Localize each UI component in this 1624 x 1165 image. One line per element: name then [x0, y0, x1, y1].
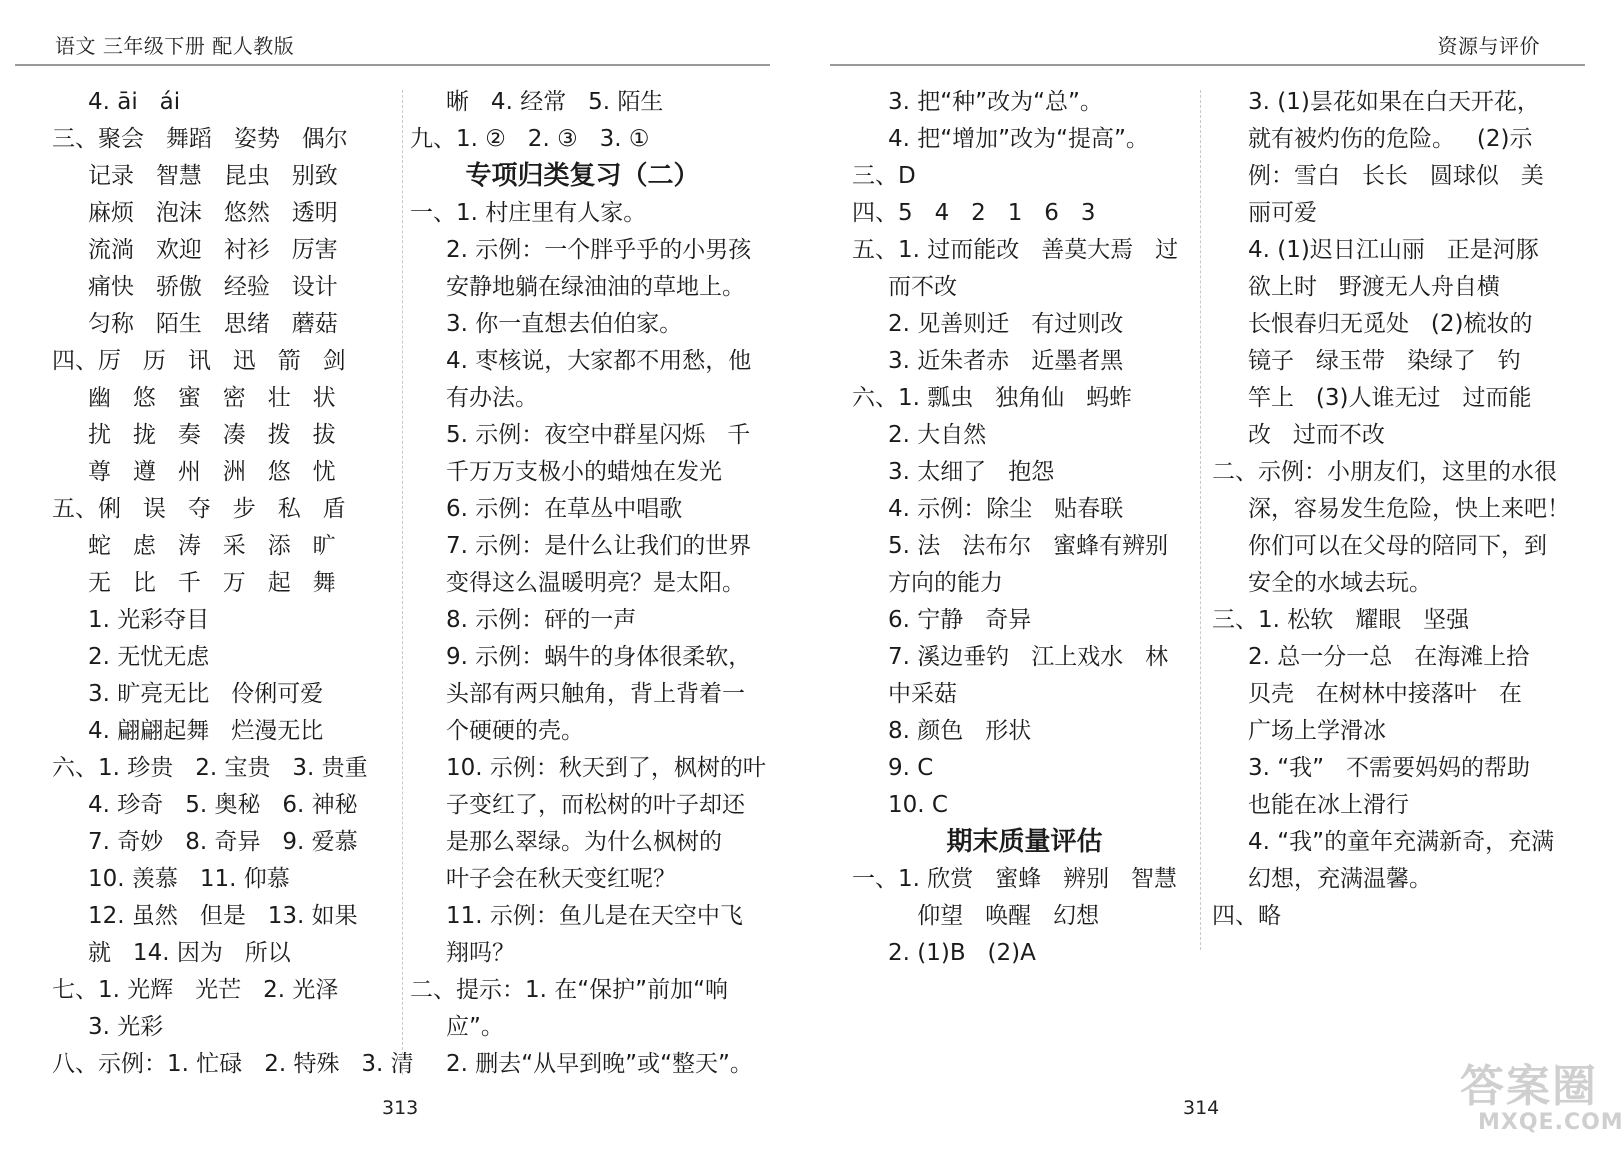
watermark-url: MXQE.COM: [1478, 1110, 1624, 1135]
answer-line: 3. 把“种”改为“总”。: [888, 89, 1103, 115]
answer-line: 9. C: [888, 755, 934, 781]
answer-line: 6. 示例：在草丛中唱歌: [446, 496, 683, 522]
column-divider-right: [1200, 90, 1201, 950]
answer-line: 镜子 绿玉带 染绿了 钓: [1248, 348, 1521, 374]
answer-column-2: [410, 84, 766, 1083]
answer-line: 蛇 虑 涛 采 添 旷: [88, 533, 336, 559]
answer-line: 七、1. 光辉 光芒 2. 光泽: [52, 977, 339, 1003]
answer-line: 是那么翠绿。为什么枫树的: [446, 829, 722, 855]
answer-line: 子变红了，而松树的叶子却还: [446, 792, 745, 818]
answer-line: 八、示例：1. 忙碌 2. 特殊 3. 清: [52, 1051, 414, 1077]
answer-line: 3. “我” 不需要妈妈的帮助: [1248, 755, 1531, 781]
answer-line: 广场上学滑冰: [1248, 718, 1386, 744]
answer-line: 流淌 欢迎 衬衫 厉害: [88, 237, 338, 263]
answer-line: 10. C: [888, 792, 948, 818]
answer-line: 无 比 千 万 起 舞: [88, 570, 336, 596]
answer-line: 变得这么温暖明亮？是太阳。: [446, 570, 745, 596]
answer-line: 改 过而不改: [1248, 422, 1385, 448]
section-heading: 期末质量评估: [946, 827, 1103, 857]
answer-line: 2. 示例：一个胖乎乎的小男孩: [446, 237, 752, 263]
answer-line: 有办法。: [446, 385, 538, 411]
answer-column-3: [852, 84, 1197, 972]
answer-line: 4. 示例：除尘 贴春联: [888, 496, 1124, 522]
answer-line: 3. 你一直想去伯伯家。: [446, 311, 683, 337]
answer-line: 7. 溪边垂钓 江上戏水 林: [888, 644, 1169, 670]
header-left-title: 语文 三年级下册 配人教版: [55, 34, 295, 58]
answer-line: 而不改: [888, 274, 957, 300]
answer-line: 记录 智慧 昆虫 别致: [88, 163, 338, 189]
answer-line: 尊 遵 州 洲 悠 忧: [88, 459, 336, 485]
answer-line: 5. 法 法布尔 蜜蜂有辨别: [888, 533, 1169, 559]
answer-line: 幽 悠 蜜 密 壮 状: [88, 385, 336, 411]
answer-line: 5. 示例：夜空中群星闪烁 千: [446, 422, 751, 448]
page-number-right: 314: [1183, 1097, 1220, 1119]
answer-line: 深，容易发生危险，快上来吧！: [1248, 496, 1570, 522]
answer-line: 4. 珍奇 5. 奥秘 6. 神秘: [88, 792, 358, 818]
answer-line: 安静地躺在绿油油的草地上。: [446, 274, 745, 300]
answer-line: 2. (1)B (2)A: [888, 940, 1036, 966]
answer-line: 6. 宁静 奇异: [888, 607, 1032, 633]
answer-line: 仰望 唤醒 幻想: [888, 903, 1100, 929]
answer-line: 麻烦 泡沫 悠然 透明: [88, 200, 338, 226]
answer-line: 你们可以在父母的陪同下，到: [1248, 533, 1547, 559]
answer-line: 贝壳 在树林中接落叶 在: [1248, 681, 1522, 707]
answer-line: 4. 翩翩起舞 烂漫无比: [88, 718, 324, 744]
answer-line: 8. 颜色 形状: [888, 718, 1032, 744]
answer-line: 长恨春归无觅处 (2)梳妆的: [1248, 311, 1533, 337]
answer-line: 匀称 陌生 思绪 蘑菇: [88, 311, 338, 337]
answer-line: 11. 示例：鱼儿是在天空中飞: [446, 903, 743, 929]
answer-line: 就有被灼伤的危险。 (2)示: [1248, 126, 1533, 152]
answer-line: 2. 删去“从早到晚”或“整天”。: [446, 1051, 753, 1077]
answer-line: 就 14. 因为 所以: [88, 940, 291, 966]
answer-line: 二、示例：小朋友们，这里的水很: [1212, 459, 1557, 485]
answer-line: 痛快 骄傲 经验 设计: [88, 274, 338, 300]
answer-line: 二、提示：1. 在“保护”前加“响: [410, 977, 729, 1003]
answer-line: 一、1. 村庄里有人家。: [410, 200, 647, 226]
answer-line: 应”。: [446, 1014, 504, 1040]
answer-line: 3. (1)昙花如果在白天开花，: [1248, 89, 1540, 115]
header-rule-left: [15, 64, 770, 66]
answer-line: 2. 无忧无虑: [88, 644, 210, 670]
watermark-logo: 答案圈: [1460, 1061, 1598, 1112]
answer-line: 幻想，充满温馨。: [1248, 866, 1432, 892]
answer-line: 六、1. 瓢虫 独角仙 蚂蚱: [852, 385, 1133, 411]
answer-line: 8. 示例：砰的一声: [446, 607, 637, 633]
answer-line: 扰 拢 奏 凑 拨 拔: [88, 422, 336, 448]
answer-column-4: [1212, 84, 1570, 935]
answer-line: 1. 光彩夺目: [88, 607, 210, 633]
answer-line: 4. “我”的童年充满新奇，充满: [1248, 829, 1555, 855]
answer-line: 六、1. 珍贵 2. 宝贵 3. 贵重: [52, 755, 368, 781]
answer-line: 3. 近朱者赤 近墨者黑: [888, 348, 1124, 374]
answer-line: 竿上 (3)人谁无过 过而能: [1248, 385, 1532, 411]
answer-line: 丽可爱: [1248, 200, 1317, 226]
answer-line: 翔吗？: [446, 940, 515, 966]
answer-line: 2. 大自然: [888, 422, 987, 448]
answer-line: 安全的水域去玩。: [1248, 570, 1432, 596]
answer-line: 2. 见善则迁 有过则改: [888, 311, 1124, 337]
answer-line: 四、厉 历 讯 迅 箭 剑: [52, 348, 346, 374]
answer-line: 晰 4. 经常 5. 陌生: [446, 89, 664, 115]
answer-line: 4. (1)迟日江山丽 正是河豚: [1248, 237, 1539, 263]
answer-line: 头部有两只触角，背上背着一: [446, 681, 745, 707]
column-divider-left: [402, 90, 403, 1075]
answer-line: 五、俐 误 夺 步 私 盾: [52, 496, 346, 522]
answer-line: 一、1. 欣赏 蜜蜂 辨别 智慧: [852, 866, 1178, 892]
answer-line: 三、D: [852, 163, 916, 189]
answer-line: 4. āi ái: [88, 89, 181, 115]
answer-line: 4. 把“增加”改为“提高”。: [888, 126, 1149, 152]
answer-line: 2. 总一分一总 在海滩上拾: [1248, 644, 1530, 670]
answer-line: 7. 示例：是什么让我们的世界: [446, 533, 752, 559]
answer-line: 4. 枣核说，大家都不用愁，他: [446, 348, 752, 374]
answer-line: 五、1. 过而能改 善莫大焉 过: [852, 237, 1179, 263]
answer-column-1: [52, 84, 414, 1083]
answer-line: 7. 奇妙 8. 奇异 9. 爱慕: [88, 829, 358, 855]
answer-line: 四、5 4 2 1 6 3: [852, 200, 1096, 226]
answer-line: 10. 示例：秋天到了，枫树的叶: [446, 755, 766, 781]
answer-line: 例：雪白 长长 圆球似 美: [1248, 163, 1544, 189]
answer-line: 10. 羡慕 11. 仰慕: [88, 866, 290, 892]
answer-line: 九、1. ② 2. ③ 3. ①: [410, 126, 650, 152]
answer-line: 三、聚会 舞蹈 姿势 偶尔: [52, 126, 348, 152]
answer-line: 个硬硬的壳。: [446, 718, 584, 744]
answer-line: 方向的能力: [888, 570, 1003, 596]
section-heading: 专项归类复习（二）: [465, 161, 700, 191]
answer-line: 叶子会在秋天变红呢？: [446, 866, 676, 892]
header-rule-right: [830, 64, 1585, 66]
answer-line: 中采菇: [888, 681, 957, 707]
answer-line: 12. 虽然 但是 13. 如果: [88, 903, 358, 929]
answer-line: 3. 光彩: [88, 1014, 164, 1040]
answer-line: 也能在冰上滑行: [1248, 792, 1409, 818]
answer-line: 四、略: [1212, 903, 1281, 929]
page-number-left: 313: [382, 1097, 419, 1119]
answer-line: 欲上时 野渡无人舟自横: [1248, 274, 1500, 300]
answer-line: 三、1. 松软 耀眼 坚强: [1212, 607, 1470, 633]
answer-line: 千万万支极小的蜡烛在发光: [446, 459, 722, 485]
header-right-title: 资源与评价: [1437, 34, 1540, 58]
answer-line: 3. 旷亮无比 伶俐可爱: [88, 681, 324, 707]
answer-line: 3. 太细了 抱怨: [888, 459, 1055, 485]
answer-line: 9. 示例：蜗牛的身体很柔软，: [446, 644, 752, 670]
